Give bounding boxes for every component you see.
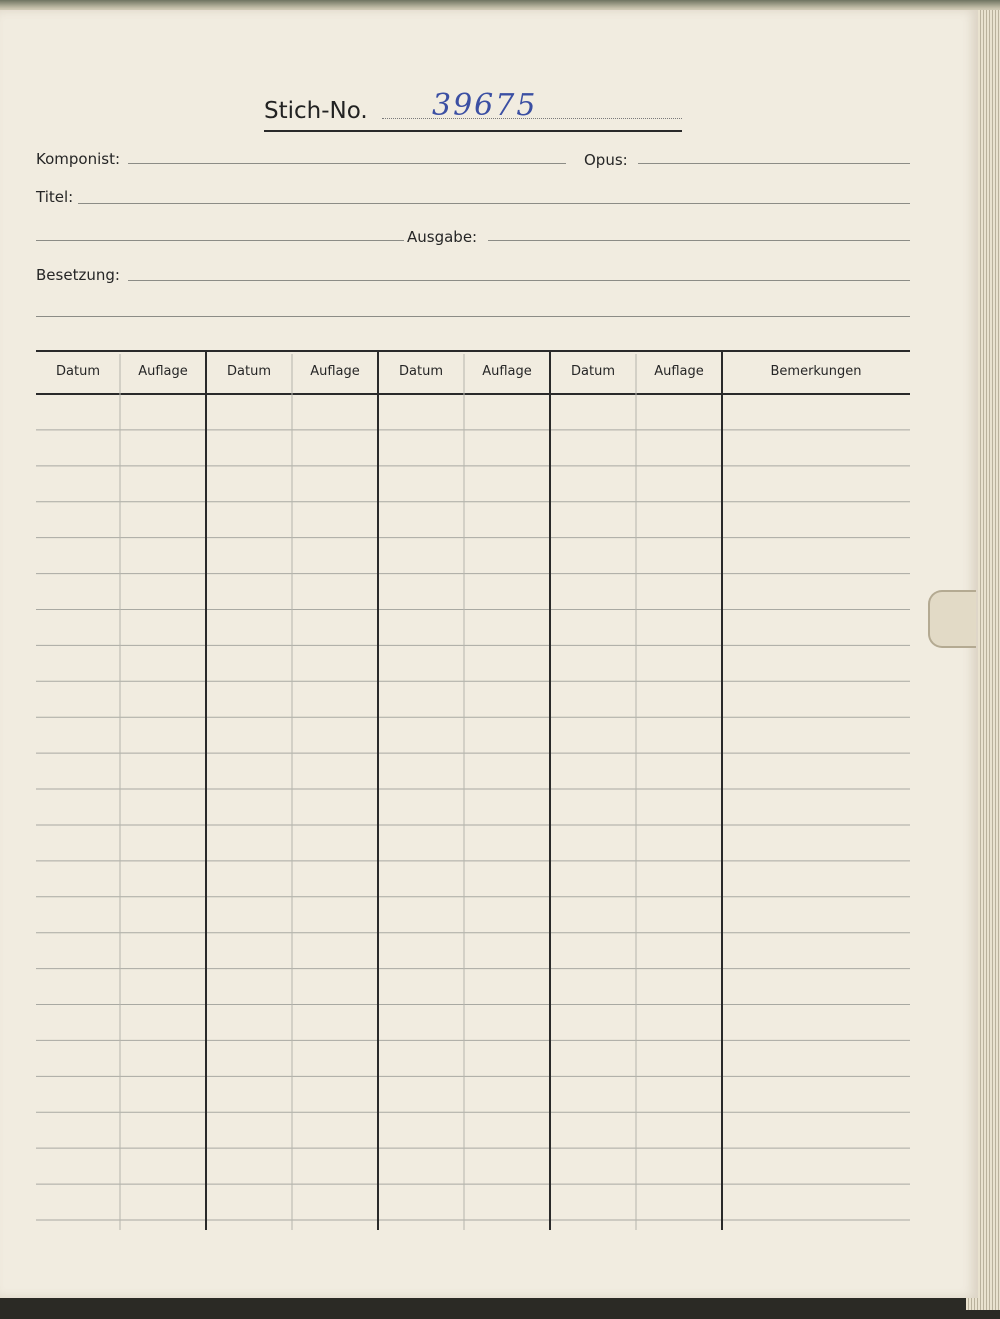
print-run-table [36, 350, 910, 1230]
header-auflage-4: Auflage [654, 364, 704, 379]
header-datum-4: Datum [571, 364, 615, 379]
besetzung-label: Besetzung: [36, 266, 120, 284]
ausgabe-line [488, 240, 910, 241]
header-auflage-2: Auflage [310, 364, 360, 379]
opus-label: Opus: [584, 151, 628, 169]
stich-number-field [264, 88, 682, 132]
header-datum-2: Datum [227, 364, 271, 379]
header-datum-1: Datum [56, 364, 100, 379]
titel-line-2 [36, 240, 404, 241]
header-auflage-1: Auflage [138, 364, 188, 379]
thumb-tab [928, 590, 976, 648]
komponist-line [128, 163, 566, 164]
ausgabe-label: Ausgabe: [407, 228, 478, 246]
titel-label: Titel: [36, 188, 74, 206]
stich-label: Stich-No. [264, 98, 368, 124]
table-grid [36, 350, 910, 1230]
ledger-page [0, 10, 978, 1298]
titel-line [78, 203, 910, 204]
opus-line [638, 163, 910, 164]
komponist-label: Komponist: [36, 150, 121, 168]
header-bemerkungen: Bemerkungen [770, 364, 862, 379]
besetzung-line [128, 280, 910, 281]
header-datum-3: Datum [399, 364, 443, 379]
stich-number-value: 39675 [432, 88, 538, 123]
besetzung-line-2 [36, 316, 910, 317]
header-auflage-3: Auflage [482, 364, 532, 379]
